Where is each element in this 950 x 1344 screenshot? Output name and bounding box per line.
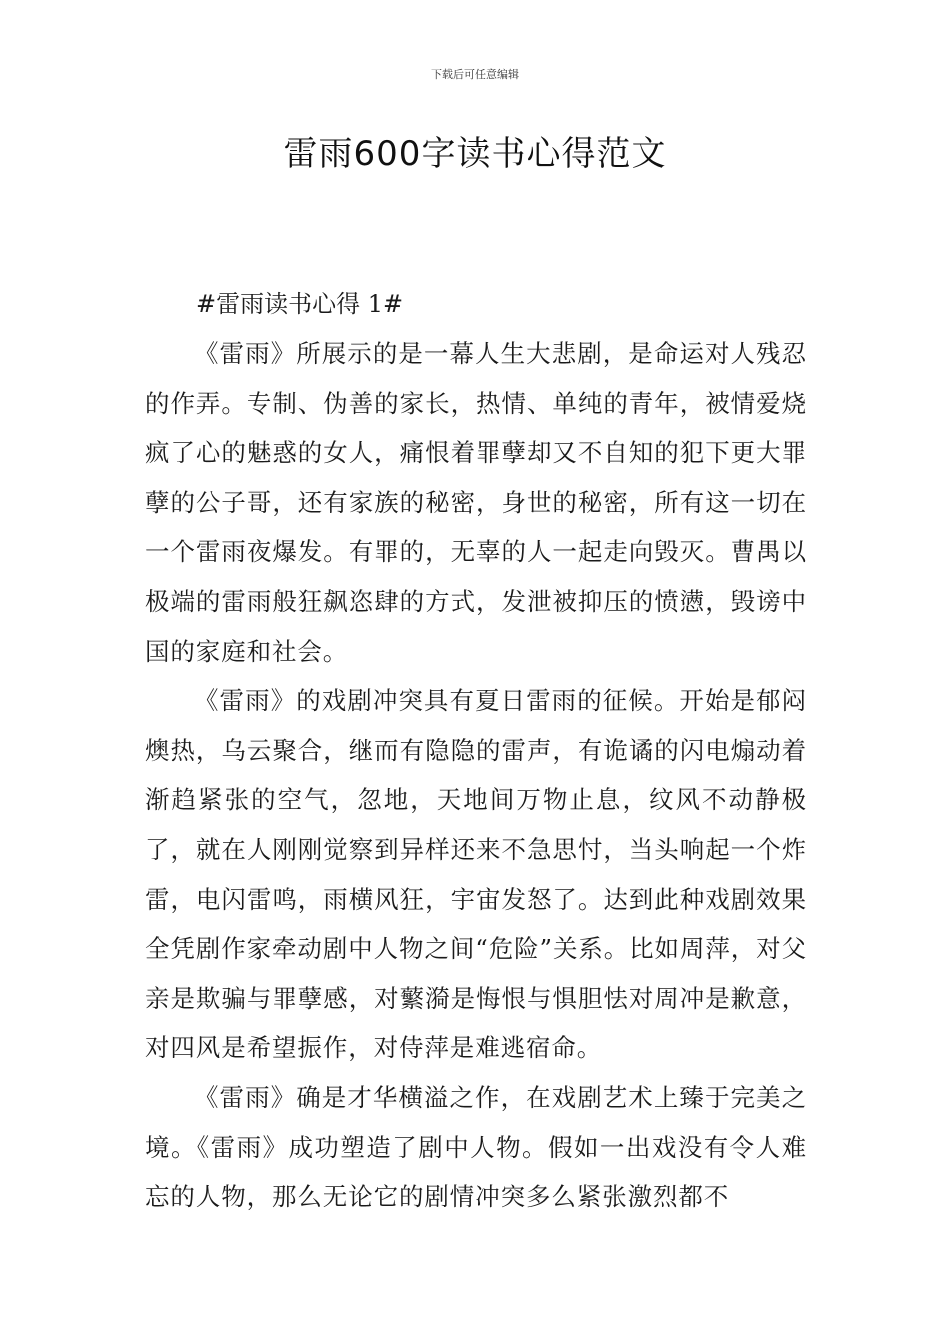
paragraph-3: 《雷雨》确是才华横溢之作，在戏剧艺术上臻于完美之境。《雷雨》成功塑造了剧中人物。假如一出戏没有令人难忘的人物，那么无论它的剧情冲突多么紧张激烈都不 [145, 1082, 807, 1212]
paragraph-2: 《雷雨》的戏剧冲突具有夏日雷雨的征候。开始是郁闷燠热，乌云聚合，继而有隐隐的雷声，有诡谲的闪电煽动着渐趋紧张的空气，忽地，天地间万物止息，纹风不动静极了，就在人刚刚觉察到异样还来不急思忖，当头响起一个炸雷，电闪雷鸣，雨横风狂，宇宙发怒了。达到此种戏剧效果全凭剧作家牵动剧中人物之间“危险”关系。比如周萍，对父亲是欺骗与罪孽感，对蘩漪是悔恨与惧胆怯对周冲是歉意，对四风是希望振作，对侍萍是难逃宿命。 [145, 686, 807, 1063]
document-body [145, 279, 807, 1222]
header-note: 下载后可任意编辑 [431, 68, 519, 81]
section-heading: #雷雨读书心得 1# [196, 290, 404, 318]
document-title: 雷雨600字读书心得范文 [283, 134, 667, 174]
paragraph-1: 《雷雨》所展示的是一幕人生大悲剧，是命运对人残忍的作弄。专制、伪善的家长，热情、单纯的青年，被情爱烧疯了心的魅惑的女人，痛恨着罪孽却又不自知的犯下更大罪孽的公子哥，还有家族的秘密，身世的秘密，所有这一切在一个雷雨夜爆发。有罪的，无辜的人一起走向毁灭。曹禺以极端的雷雨般狂飙恣肆的方式，发泄被抑压的愤懑，毁谤中国的家庭和社会。 [145, 339, 807, 666]
